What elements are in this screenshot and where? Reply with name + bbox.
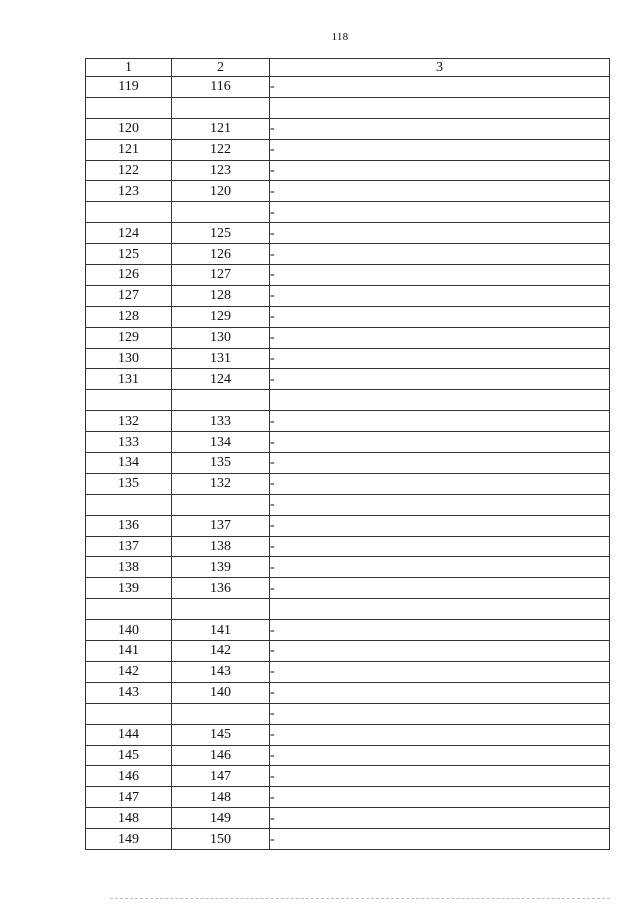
table-cell-col-1: 123: [86, 181, 172, 202]
table-cell-col-1: 129: [86, 327, 172, 348]
table-cell-col-2: 130: [172, 327, 270, 348]
table-cell-col-2: 128: [172, 285, 270, 306]
table-cell-col-2: [172, 599, 270, 620]
table-cell-col-3: -: [270, 327, 610, 348]
table-cell-col-3: -: [270, 766, 610, 787]
table-row: [86, 829, 610, 850]
table-row: [86, 181, 610, 202]
table-row: [86, 369, 610, 390]
table-cell-col-1: 121: [86, 139, 172, 160]
table-cell-col-1: 126: [86, 265, 172, 286]
table-cell-col-2: [172, 703, 270, 724]
table-cell-col-1: [86, 390, 172, 411]
table-cell-col-3: [270, 390, 610, 411]
table-cell-col-1: 130: [86, 348, 172, 369]
table-cell-col-1: 147: [86, 787, 172, 808]
table-cell-col-3: [270, 599, 610, 620]
table-cell-col-3: -: [270, 536, 610, 557]
table-row: [86, 432, 610, 453]
table-row: [86, 661, 610, 682]
table-cell-col-1: [86, 97, 172, 118]
table-row: [86, 620, 610, 641]
table-cell-col-3: -: [270, 181, 610, 202]
table-cell-col-3: -: [270, 829, 610, 850]
table-cell-col-2: 138: [172, 536, 270, 557]
table-cell-col-3: -: [270, 682, 610, 703]
table-cell-col-2: [172, 390, 270, 411]
table-cell-col-2: 131: [172, 348, 270, 369]
table-cell-col-3: -: [270, 494, 610, 515]
table-row: [86, 390, 610, 411]
table-row: [86, 118, 610, 139]
table-cell-col-1: 149: [86, 829, 172, 850]
table-cell-col-1: 120: [86, 118, 172, 139]
table-row: [86, 641, 610, 662]
table-cell-col-2: 146: [172, 745, 270, 766]
table-body: [86, 77, 610, 850]
table-row: [86, 557, 610, 578]
table-cell-col-1: 131: [86, 369, 172, 390]
header-col-1: 1: [86, 59, 172, 77]
table-cell-col-3: -: [270, 244, 610, 265]
header-col-3: 3: [270, 59, 610, 77]
table-row: [86, 473, 610, 494]
table-cell-col-1: 143: [86, 682, 172, 703]
table-cell-col-1: [86, 494, 172, 515]
table-row: [86, 724, 610, 745]
table-cell-col-3: -: [270, 160, 610, 181]
table-cell-col-1: 148: [86, 808, 172, 829]
table-cell-col-1: 125: [86, 244, 172, 265]
table-row: [86, 766, 610, 787]
table-row: [86, 160, 610, 181]
table-row: [86, 139, 610, 160]
table-cell-col-1: 141: [86, 641, 172, 662]
table-cell-col-3: -: [270, 641, 610, 662]
table-cell-col-2: 122: [172, 139, 270, 160]
table-cell-col-2: 150: [172, 829, 270, 850]
table-cell-col-2: 134: [172, 432, 270, 453]
table-cell-col-1: [86, 202, 172, 223]
table-row: [86, 682, 610, 703]
table-cell-col-3: -: [270, 453, 610, 474]
table-cell-col-2: 135: [172, 453, 270, 474]
table-cell-col-3: -: [270, 473, 610, 494]
table-cell-col-3: -: [270, 265, 610, 286]
scan-artifact-line: [110, 898, 610, 902]
table-cell-col-1: 133: [86, 432, 172, 453]
table-cell-col-2: [172, 202, 270, 223]
table-cell-col-2: 124: [172, 369, 270, 390]
table-header: [86, 59, 610, 77]
table-cell-col-2: 143: [172, 661, 270, 682]
table-cell-col-1: 144: [86, 724, 172, 745]
header-row: [86, 59, 610, 77]
table-cell-col-1: 124: [86, 223, 172, 244]
table-cell-col-1: [86, 599, 172, 620]
table-cell-col-1: 146: [86, 766, 172, 787]
table-row: [86, 515, 610, 536]
table-cell-col-3: -: [270, 118, 610, 139]
table-row: [86, 223, 610, 244]
table-cell-col-1: 140: [86, 620, 172, 641]
table-cell-col-2: 136: [172, 578, 270, 599]
table-cell-col-3: -: [270, 620, 610, 641]
table-row: [86, 599, 610, 620]
table-cell-col-1: 138: [86, 557, 172, 578]
table-row: [86, 536, 610, 557]
table-row: [86, 411, 610, 432]
table-cell-col-2: [172, 97, 270, 118]
table-cell-col-3: -: [270, 787, 610, 808]
table-row: [86, 745, 610, 766]
table-cell-col-2: 148: [172, 787, 270, 808]
table-cell-col-2: 133: [172, 411, 270, 432]
table-row: [86, 494, 610, 515]
header-col-2: 2: [172, 59, 270, 77]
table-row: [86, 202, 610, 223]
table-cell-col-1: 145: [86, 745, 172, 766]
table-row: [86, 578, 610, 599]
page-number: 118: [331, 31, 349, 43]
table-cell-col-2: 121: [172, 118, 270, 139]
table-cell-col-2: 129: [172, 306, 270, 327]
table-cell-col-2: 123: [172, 160, 270, 181]
table-cell-col-3: -: [270, 223, 610, 244]
table-cell-col-3: -: [270, 661, 610, 682]
table-row: [86, 787, 610, 808]
table-row: [86, 453, 610, 474]
table-cell-col-2: 147: [172, 766, 270, 787]
table-cell-col-3: -: [270, 202, 610, 223]
table-cell-col-1: 122: [86, 160, 172, 181]
table-cell-col-1: 128: [86, 306, 172, 327]
data-table: [85, 58, 610, 850]
table-row: [86, 285, 610, 306]
table-cell-col-1: 132: [86, 411, 172, 432]
table-cell-col-3: -: [270, 703, 610, 724]
table-cell-col-1: 119: [86, 77, 172, 98]
table-cell-col-2: 120: [172, 181, 270, 202]
table-row: [86, 97, 610, 118]
table-cell-col-3: -: [270, 578, 610, 599]
table-cell-col-3: [270, 97, 610, 118]
table-cell-col-2: 145: [172, 724, 270, 745]
table-cell-col-3: -: [270, 77, 610, 98]
table-cell-col-1: 135: [86, 473, 172, 494]
table-cell-col-3: -: [270, 808, 610, 829]
table-cell-col-2: 149: [172, 808, 270, 829]
table-cell-col-1: 136: [86, 515, 172, 536]
table-row: [86, 327, 610, 348]
table-cell-col-2: 141: [172, 620, 270, 641]
table-cell-col-3: -: [270, 285, 610, 306]
table-cell-col-3: -: [270, 557, 610, 578]
table-cell-col-2: 127: [172, 265, 270, 286]
table-cell-col-1: 127: [86, 285, 172, 306]
table-cell-col-2: 142: [172, 641, 270, 662]
table-row: [86, 306, 610, 327]
table-cell-col-3: -: [270, 724, 610, 745]
table-cell-col-2: 116: [172, 77, 270, 98]
table-cell-col-3: -: [270, 348, 610, 369]
table-cell-col-1: 137: [86, 536, 172, 557]
table-cell-col-2: [172, 494, 270, 515]
table-cell-col-2: 132: [172, 473, 270, 494]
table-cell-col-3: -: [270, 411, 610, 432]
table-cell-col-2: 125: [172, 223, 270, 244]
table-cell-col-1: 139: [86, 578, 172, 599]
table-row: [86, 348, 610, 369]
table-cell-col-2: 139: [172, 557, 270, 578]
table-cell-col-2: 140: [172, 682, 270, 703]
table-row: [86, 77, 610, 98]
table-cell-col-3: -: [270, 432, 610, 453]
table-row: [86, 808, 610, 829]
table-cell-col-2: 137: [172, 515, 270, 536]
table-row: [86, 265, 610, 286]
table-row: [86, 244, 610, 265]
table-cell-col-3: -: [270, 745, 610, 766]
table-cell-col-1: 134: [86, 453, 172, 474]
table-cell-col-3: -: [270, 515, 610, 536]
table-row: [86, 703, 610, 724]
table-cell-col-3: -: [270, 306, 610, 327]
table-cell-col-1: [86, 703, 172, 724]
table-cell-col-2: 126: [172, 244, 270, 265]
table-cell-col-3: -: [270, 369, 610, 390]
table-cell-col-1: 142: [86, 661, 172, 682]
table-cell-col-3: -: [270, 139, 610, 160]
